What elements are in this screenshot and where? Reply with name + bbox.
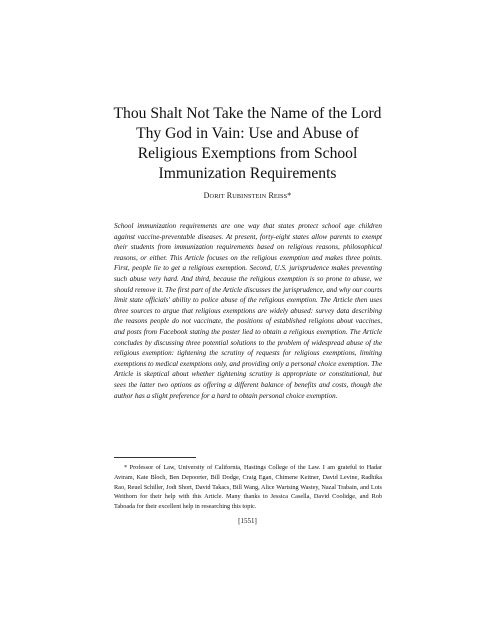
author-last-name: R [268,191,274,200]
article-title: Thou Shalt Not Take the Name of the Lord Thy God in Vain: Use and Abuse of Religious Exemptions from School Immunization Requirements [113,105,382,182]
page-number: [1551] [238,517,257,525]
author-first-name: D [203,191,210,200]
footnote-divider [114,457,196,458]
author-footnote-marker: * [287,191,292,200]
author-first-name-rest: ORIT [209,193,225,200]
author-footnote: * Professor of Law, University of California, Hastings College of the Law. I am grateful to Hadar Aviram, Kate Bloch, Ben Depoorter, Bill Dodge, Craig Egan, Chimene Keitner, David Levine, Radhika Rao, Reuel Schiller, Jodi Short, David Takacs, Bill Wang, Alice Wartsing Wastey, Nazal Trabain, and Lois Weithorn for their help with this Article. Many thanks to Jessica Casella, David Coolidge, and Rob Taboada for their excellent help in researching this topic. [114,464,382,511]
author-last-name-rest: EISS [273,193,288,200]
author-middle-name: R [226,191,233,200]
article-abstract: School immunization requirements are one way that states protect school age children against vaccine-preventable diseases. At present, forty-eight states allow parents to exempt their students from immunization requirements based on religious reasons, philosophical reasons, or either. This Article focuses on the religious exemption and makes three points. First, people lie to get a religious exemption. Second, U.S. jurisprudence makes preventing such abuse very hard. And third, because the religious exemption is so prone to abuse, we should remove it. The first part of the Article discusses the jurisprudence, and why our courts limit state officials' ability to police abuse of the religious exemption. The Article then uses three sources to argue that religious exemptions are widely abused: survey data describing the reasons people do not vaccinate, the positions of established religions about vaccines, and posts from Facebook stating the poster lied to obtain a religious exemption. The Article concludes by discussing three potential solutions to the problem of widespread abuse of the religious exemption: tightening the scrutiny of requests for religious exemptions, limiting exemptions to medical exemptions only, and providing only a personal choice exemption. The Article is skeptical about whether tightening scrutiny is appropriate or constitutional, but sees the latter two options as offering a different balance of benefits and costs, though the author has a slight preference for a hard to obtain personal choice exemption. [114,222,382,400]
author-middle-name-rest: UBINSTEIN [232,193,267,200]
author-byline [0,191,495,200]
